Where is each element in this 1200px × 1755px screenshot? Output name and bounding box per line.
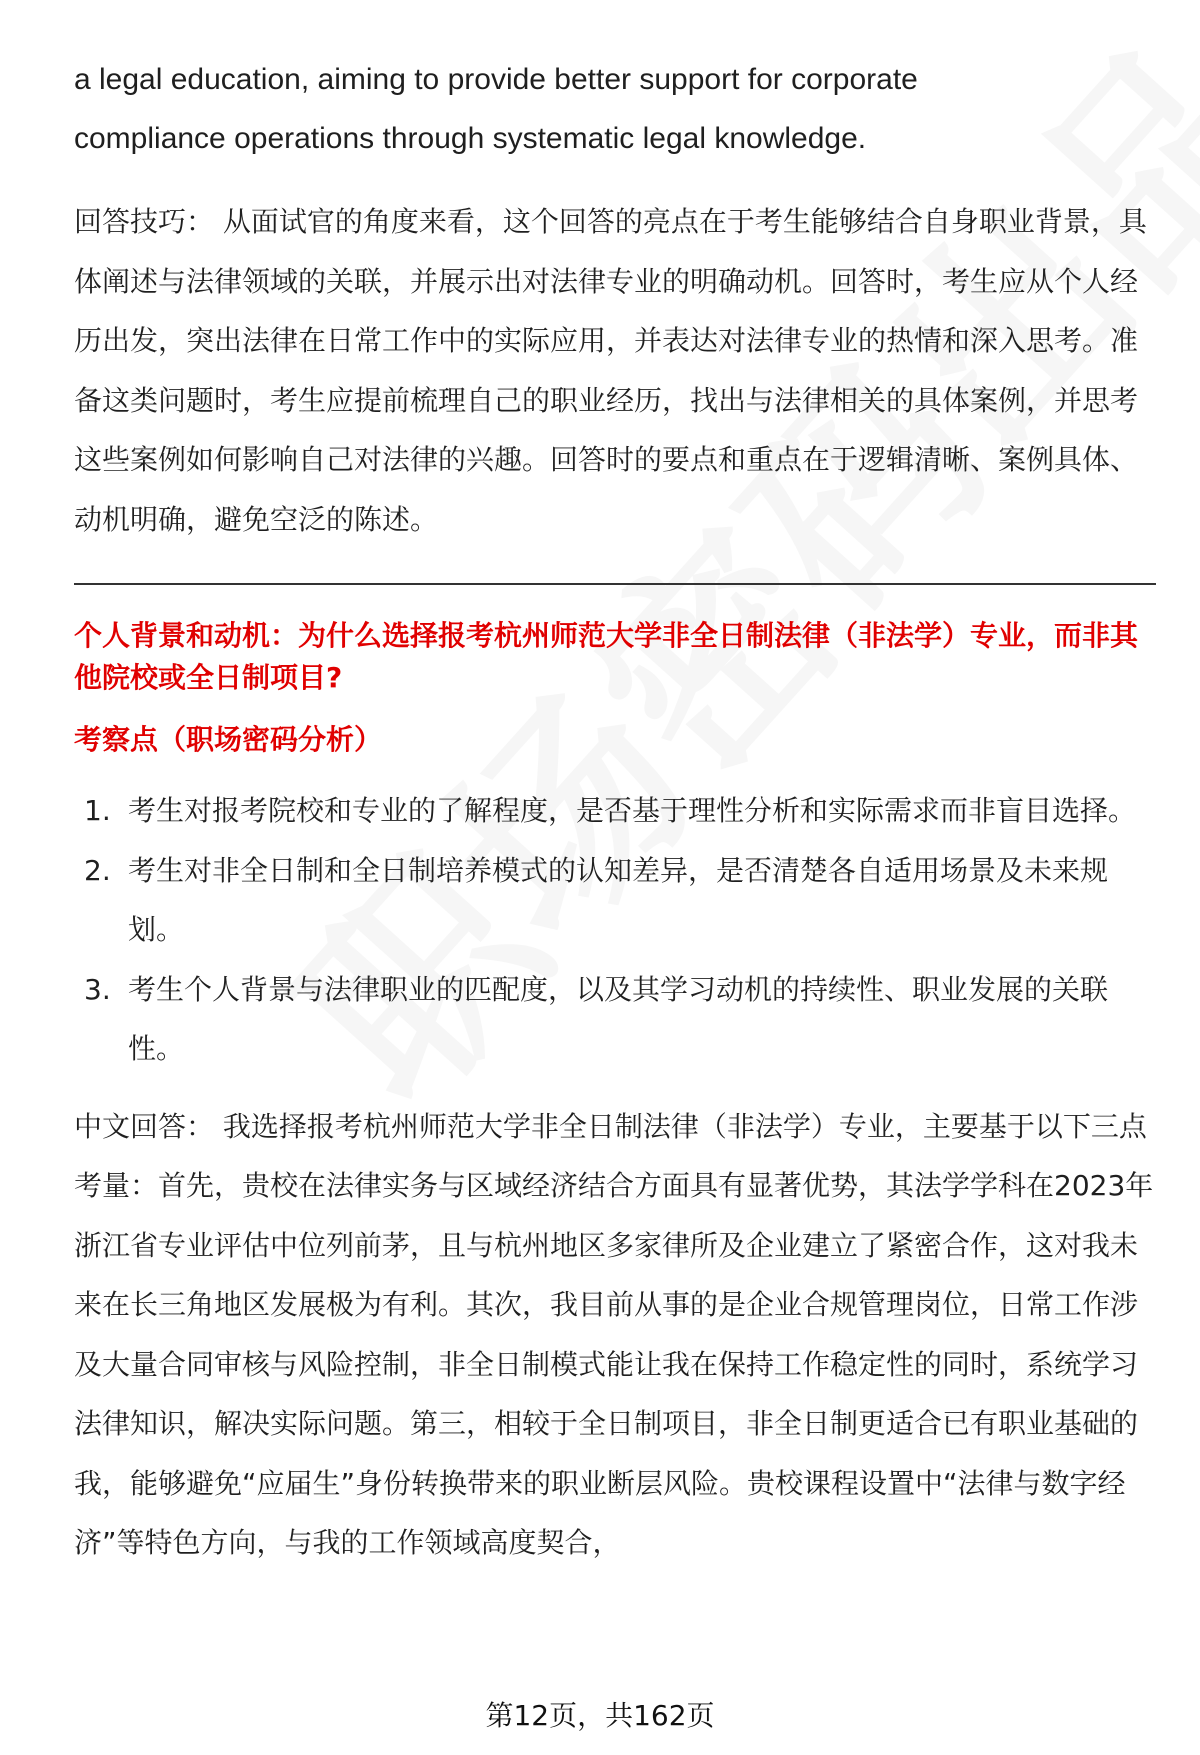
document-page (74, 50, 1156, 1573)
section-divider (74, 583, 1156, 585)
list-item (74, 960, 1156, 1079)
chinese-answer: 中文回答： 我选择报考杭州师范大学非全日制法律（非法学）专业，主要基于以下三点考量：首先，贵校在法律实务与区域经济结合方面具有显著优势，其法学学科在2023年浙江省专业评估中位列前茅，且与杭州地区多家律所及企业建立了紧密合作，这对我未来在长三角地区发展极为有利。其次，我目前从事的是企业合规管理岗位，日常工作涉及大量合同审核与风险控制，非全日制模式能让我在保持工作稳定性的同时，系统学习法律知识，解决实际问题。第三，相较于全日制项目，非全日制更适合已有职业基础的我，能够避免“应届生”身份转换带来的职业断层风险。贵校课程设置中“法律与数字经济”等特色方向，与我的工作领域高度契合， (74, 1109, 1154, 1559)
list-item (74, 841, 1156, 960)
page-number: 第12页，共162页 (485, 1699, 715, 1732)
list-item-text: 考生个人背景与法律职业的匹配度，以及其学习动机的持续性、职业发展的关联性。 (128, 972, 1109, 1065)
question-title: 个人背景和动机：为什么选择报考杭州师范大学非全日制法律（非法学）专业，而非其他院校或全日制项目? (74, 619, 1139, 694)
list-item-number: 2. (84, 853, 111, 887)
list-item-text: 考生对非全日制和全日制培养模式的认知差异，是否清楚各自适用场景及未来规划。 (128, 853, 1109, 946)
list-item-number: 1. (84, 794, 111, 827)
list-item-number: 3. (84, 972, 111, 1006)
assessment-points-list (74, 781, 1156, 1079)
list-item-text: 考生对报考院校和专业的了解程度，是否基于理性分析和实际需求而非盲目选择。 (128, 794, 1137, 827)
assessment-points-heading: 考察点（职场密码分析） (74, 723, 383, 756)
answer-tip: 回答技巧： 从面试官的角度来看，这个回答的亮点在于考生能够结合自身职业背景，具体阐述与法律领域的关联，并展示出对法律专业的明确动机。回答时，考生应从个人经历出发，突出法律在日常工作中的实际应用，并表达对法律专业的热情和深入思考。准备这类问题时，考生应提前梳理自己的职业经历，找出与法律相关的具体案例，并思考这些案例如何影响自己对法律的兴趣。回答时的要点和重点在于逻辑清晰、案例具体、动机明确，避免空泛的陈述。 (74, 205, 1147, 536)
english-answer-tail: a legal education, aiming to provide better support for corporate compliance operations through systematic legal knowledge. (74, 63, 918, 155)
list-item (74, 781, 1156, 841)
